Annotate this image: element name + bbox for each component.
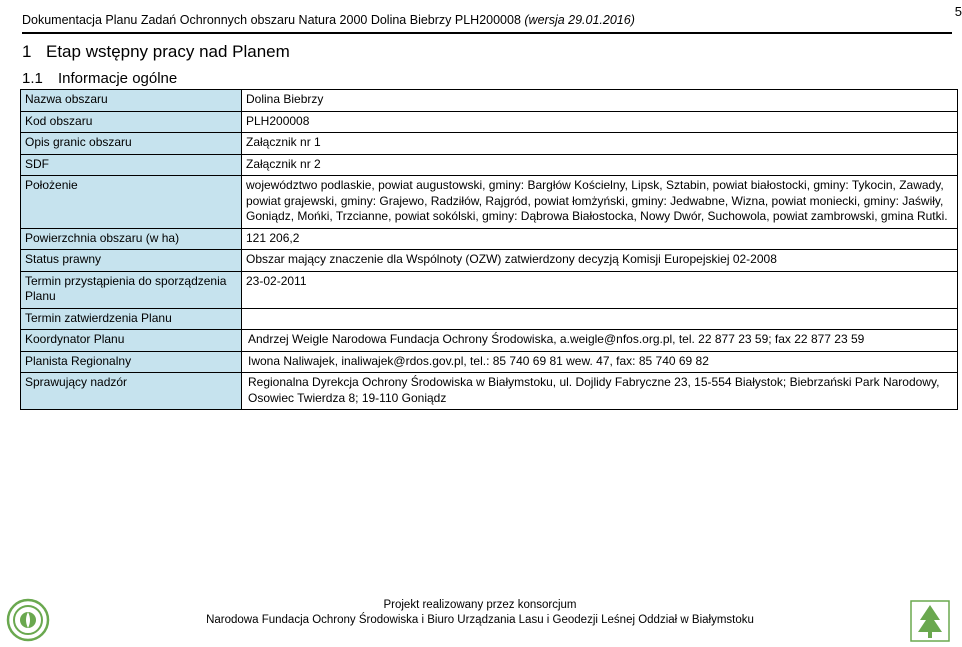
section-number: 1 [22, 42, 32, 61]
row-value: Regionalna Dyrekcja Ochrony Środowiska w Białymstoku, ul. Dojlidy Fabryczne 23, 15-554 Białystok; Biebrzański Park Narodowy, Osowiec Twierdza 8; 19-110 Goniądz [242, 373, 958, 410]
section-title: Etap wstępny pracy nad Planem [46, 42, 290, 61]
row-value: Andrzej Weigle Narodowa Fundacja Ochrony Środowiska, a.weigle@nfos.org.pl, tel. 22 877 23 59; fax 22 877 23 59 [242, 330, 958, 352]
row-label: Położenie [21, 176, 242, 229]
section-heading [22, 42, 290, 62]
row-label: Sprawujący nadzór [21, 373, 242, 410]
table-row [21, 154, 958, 176]
table-row [21, 271, 958, 308]
table-row [21, 351, 958, 373]
table-row [21, 176, 958, 229]
row-value [242, 308, 958, 330]
row-label: Planista Regionalny [21, 351, 242, 373]
table-row [21, 308, 958, 330]
row-value: województwo podlaskie, powiat augustowski, gminy: Bargłów Kościelny, Lipsk, Sztabin, powiat białostocki, gminy: Tykocin, Zawady, powiat grajewski, gminy: Grajewo, Radziłów, Rajgród, powiat łomżyński, gminy: Jedwabne, Wizna, powiat moniecki, gminy: Jaświły, Goniądz, Mońki, Trzcianne, powiat sokólski, gminy: Dąbrowa Białostocka, Nowy Dwór, Suchowola, powiat zambrowski, gmina Rutki. [242, 176, 958, 229]
row-value: Iwona Naliwajek, inaliwajek@rdos.gov.pl, tel.: 85 740 69 81 wew. 47, fax: 85 740 69 82 [242, 351, 958, 373]
row-label: Termin przystąpienia do sporządzenia Planu [21, 271, 242, 308]
footer-line-1: Projekt realizowany przez konsorcjum [383, 599, 577, 611]
table-row [21, 250, 958, 272]
row-value: 23-02-2011 [242, 271, 958, 308]
subsection-title: Informacje ogólne [58, 70, 178, 87]
document-header [22, 4, 962, 34]
row-value: Obszar mający znaczenie dla Wspólnoty (OZW) zatwierdzony decyzją Komisji Europejskiej 02-2008 [242, 250, 958, 272]
table-row [21, 373, 958, 410]
table-row [21, 228, 958, 250]
row-value: 121 206,2 [242, 228, 958, 250]
header-version: (wersja 29.01.2016) [524, 13, 635, 27]
subsection-heading [22, 70, 177, 87]
row-label: Koordynator Planu [21, 330, 242, 352]
footer-line-2: Narodowa Fundacja Ochrony Środowiska i Biuro Urządzania Lasu i Geodezji Leśnej Oddział w Białymstoku [206, 614, 754, 626]
row-label: Powierzchnia obszaru (w ha) [21, 228, 242, 250]
table-row [21, 90, 958, 112]
table-row [21, 133, 958, 155]
table-row [21, 111, 958, 133]
row-value: PLH200008 [242, 111, 958, 133]
row-label: Status prawny [21, 250, 242, 272]
row-value: Dolina Biebrzy [242, 90, 958, 112]
bulgl-logo-icon [910, 600, 950, 642]
subsection-number: 1.1 [22, 70, 43, 87]
header-title: Dokumentacja Planu Zadań Ochronnych obszaru Natura 2000 Dolina Biebrzy PLH200008 [22, 13, 525, 27]
row-value: Załącznik nr 1 [242, 133, 958, 155]
general-info-table [20, 89, 958, 410]
table-row [21, 330, 958, 352]
row-label: Termin zatwierdzenia Planu [21, 308, 242, 330]
row-label: Opis granic obszaru [21, 133, 242, 155]
row-label: SDF [21, 154, 242, 176]
page-number: 5 [954, 4, 962, 19]
row-value: Załącznik nr 2 [242, 154, 958, 176]
row-label: Nazwa obszaru [21, 90, 242, 112]
row-label: Kod obszaru [21, 111, 242, 133]
